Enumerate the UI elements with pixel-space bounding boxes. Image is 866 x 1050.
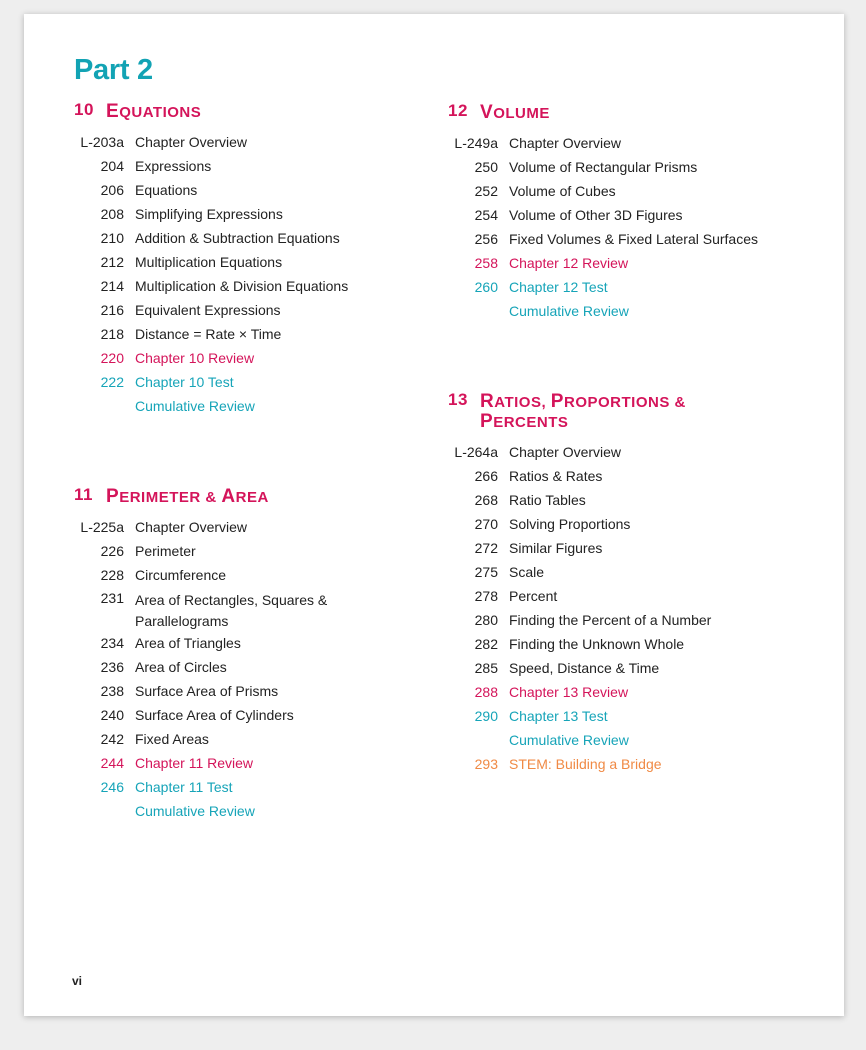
entry-title: Area of Triangles [135,634,241,651]
toc-entry-normal [448,560,808,584]
entry-title: Area of Rectangles, Squares & Parallelograms [135,592,328,629]
chapter-heading [74,100,414,122]
toc-entry-normal [448,536,808,560]
toc-entry-normal [74,655,414,679]
entry-title: Chapter 11 Review [135,754,254,771]
toc-entry-review [74,346,414,370]
entry-title: Chapter Overview [509,134,622,151]
toc-entry-normal [448,608,808,632]
toc-entry-test [448,275,808,299]
entry-page: 275 [474,564,498,580]
entry-title: Chapter 13 Test [509,707,608,724]
entry-title: Addition & Subtraction Equations [135,229,340,246]
toc-entry-normal [74,274,414,298]
entry-title: Surface Area of Prisms [135,682,279,699]
entry-page: 290 [474,708,498,724]
chapter-12 [448,101,808,323]
entry-title: Percent [509,587,558,604]
entry-page: 280 [474,612,498,628]
entry-title: Volume of Rectangular Prisms [509,158,698,175]
entry-title: Fixed Volumes & Fixed Lateral Surfaces [509,230,759,247]
entry-title: Scale [509,563,545,580]
toc-entry-normal [448,203,808,227]
toc-entry-normal [448,656,808,680]
entry-title: Equations [135,181,198,198]
entry-page: 272 [474,540,498,556]
chapter-entries [74,515,414,823]
toc-entry-cumulative [448,728,808,752]
toc-entry-normal [448,464,808,488]
entry-page: 285 [474,660,498,676]
entry-title: Chapter 11 Test [135,778,233,795]
toc-entry-normal [448,440,808,464]
entry-title: Chapter 10 Test [135,373,234,390]
entry-title: Volume of Other 3D Figures [509,206,683,223]
entry-title: Chapter 12 Review [509,254,629,271]
chapter-number: 11 [74,485,93,504]
toc-entry-cumulative [74,394,414,418]
chapter-number: 12 [448,101,468,120]
entry-title: Surface Area of Cylinders [135,706,294,723]
entry-page: 212 [100,254,124,270]
toc-entry-normal [74,226,414,250]
chapter-entries [448,131,808,323]
toc-entry-normal [448,131,808,155]
toc-entry-review [448,251,808,275]
entry-title: Ratios & Rates [509,467,603,484]
entry-title: Chapter Overview [135,133,248,150]
page-number: vi [72,974,83,988]
entry-title: Similar Figures [509,539,603,556]
entry-title: Perimeter [135,542,196,559]
entry-title: Finding the Percent of a Number [509,611,712,628]
toc-entry-normal [74,727,414,751]
entry-page: 206 [100,182,124,198]
entry-page: 244 [100,755,124,771]
toc-entry-cumulative [74,799,414,823]
entry-title: Chapter Overview [509,443,622,460]
toc-entry-test [74,370,414,394]
entry-title: Multiplication Equations [135,253,283,270]
entry-page: 282 [474,636,498,652]
entry-page: L-264a [454,444,498,460]
toc-entry-stem [448,752,808,776]
entry-page: 260 [474,279,498,295]
entry-page: 246 [100,779,124,795]
entry-title: Volume of Cubes [509,182,616,199]
toc-entry-normal [74,322,414,346]
chapter-entries [448,440,808,776]
toc-entry-normal [74,539,414,563]
toc-entry-normal [74,202,414,226]
toc-entry-normal [74,130,414,154]
entry-page: 288 [474,684,498,700]
entry-page: 254 [474,207,498,223]
entry-title: Chapter Overview [135,518,248,535]
entry-page: 208 [100,206,124,222]
entry-page: 220 [100,350,124,366]
entry-page: 210 [100,230,124,246]
entry-page: L-249a [454,135,498,151]
entry-page: 240 [100,707,124,723]
chapter-heading [448,101,808,123]
toc-entry-normal [74,631,414,655]
entry-title: Ratio Tables [509,491,586,508]
entry-page: 216 [100,302,124,318]
entry-title: Area of Circles [135,658,227,675]
entry-page: 256 [474,231,498,247]
entry-title: Multiplication & Division Equations [135,277,349,294]
entry-page: 222 [100,374,124,390]
entry-page: 266 [474,468,498,484]
entry-page: 270 [474,516,498,532]
entry-title: Chapter 12 Test [509,278,608,295]
entry-page: 228 [100,567,124,583]
entry-title: STEM: Building a Bridge [509,755,662,772]
toc-entry-normal [74,178,414,202]
toc-entry-cumulative [448,299,808,323]
entry-title: Cumulative Review [509,731,629,748]
toc-entry-review [74,751,414,775]
toc-entry-normal [448,584,808,608]
entry-page: 231 [100,590,124,606]
entry-title: Finding the Unknown Whole [509,635,685,652]
toc-entry-normal [74,250,414,274]
chapter-heading [448,390,808,432]
toc-entry-normal [448,227,808,251]
entry-page: 218 [100,326,124,342]
entry-title: Chapter 13 Review [509,683,629,700]
toc-entry-normal [74,563,414,587]
part-title: Part 2 [74,54,153,86]
entry-page: 236 [100,659,124,675]
toc-entry-normal [74,154,414,178]
entry-page: L-225a [80,519,124,535]
entry-page: 258 [474,255,498,271]
toc-entry-normal [448,512,808,536]
toc-entry-normal [448,179,808,203]
toc-page [24,14,844,1016]
toc-entry-normal [448,632,808,656]
entry-title: Expressions [135,157,212,174]
entry-title: Simplifying Expressions [135,205,283,222]
toc-entry-test [448,704,808,728]
chapter-11 [74,485,414,823]
entry-page: 268 [474,492,498,508]
entry-title: Cumulative Review [135,802,255,819]
chapter-10 [74,100,414,418]
entry-page: 293 [474,756,498,772]
entry-title: Circumference [135,566,227,583]
entry-page: 278 [474,588,498,604]
entry-title: Equivalent Expressions [135,301,281,318]
entry-title: Distance = Rate × Time [135,325,282,342]
chapter-title: PERIMETER & AREA [106,486,269,507]
chapter-title: EQUATIONS [106,101,202,122]
entry-page: 234 [100,635,124,651]
chapter-number: 10 [74,100,94,119]
toc-entry-normal [448,155,808,179]
toc-entry-normal [448,488,808,512]
toc-entry-normal [74,679,414,703]
entry-title: Speed, Distance & Time [509,659,660,676]
chapter-number: 13 [448,390,468,409]
toc-entry-test [74,775,414,799]
toc-entry-normal [74,298,414,322]
chapter-title: VOLUME [480,102,550,123]
entry-page: 238 [100,683,124,699]
chapter-title: RATIOS, PROPORTIONS & PERCENTS [480,391,686,432]
entry-page: 250 [474,159,498,175]
toc-entry-normal [74,515,414,539]
entry-title: Fixed Areas [135,730,209,747]
chapter-13 [448,390,808,776]
entry-page: 226 [100,543,124,559]
chapter-heading [74,485,414,507]
entry-page: L-203a [80,134,124,150]
chapter-entries [74,130,414,418]
toc-entry-review [448,680,808,704]
entry-page: 204 [100,158,124,174]
toc-entry-normal [74,587,414,631]
entry-page: 242 [100,731,124,747]
entry-title: Solving Proportions [509,515,631,532]
entry-page: 214 [100,278,124,294]
entry-title: Cumulative Review [509,302,629,319]
toc-entry-normal [74,703,414,727]
entry-title: Cumulative Review [135,397,255,414]
entry-title: Chapter 10 Review [135,349,255,366]
entry-page: 252 [474,183,498,199]
